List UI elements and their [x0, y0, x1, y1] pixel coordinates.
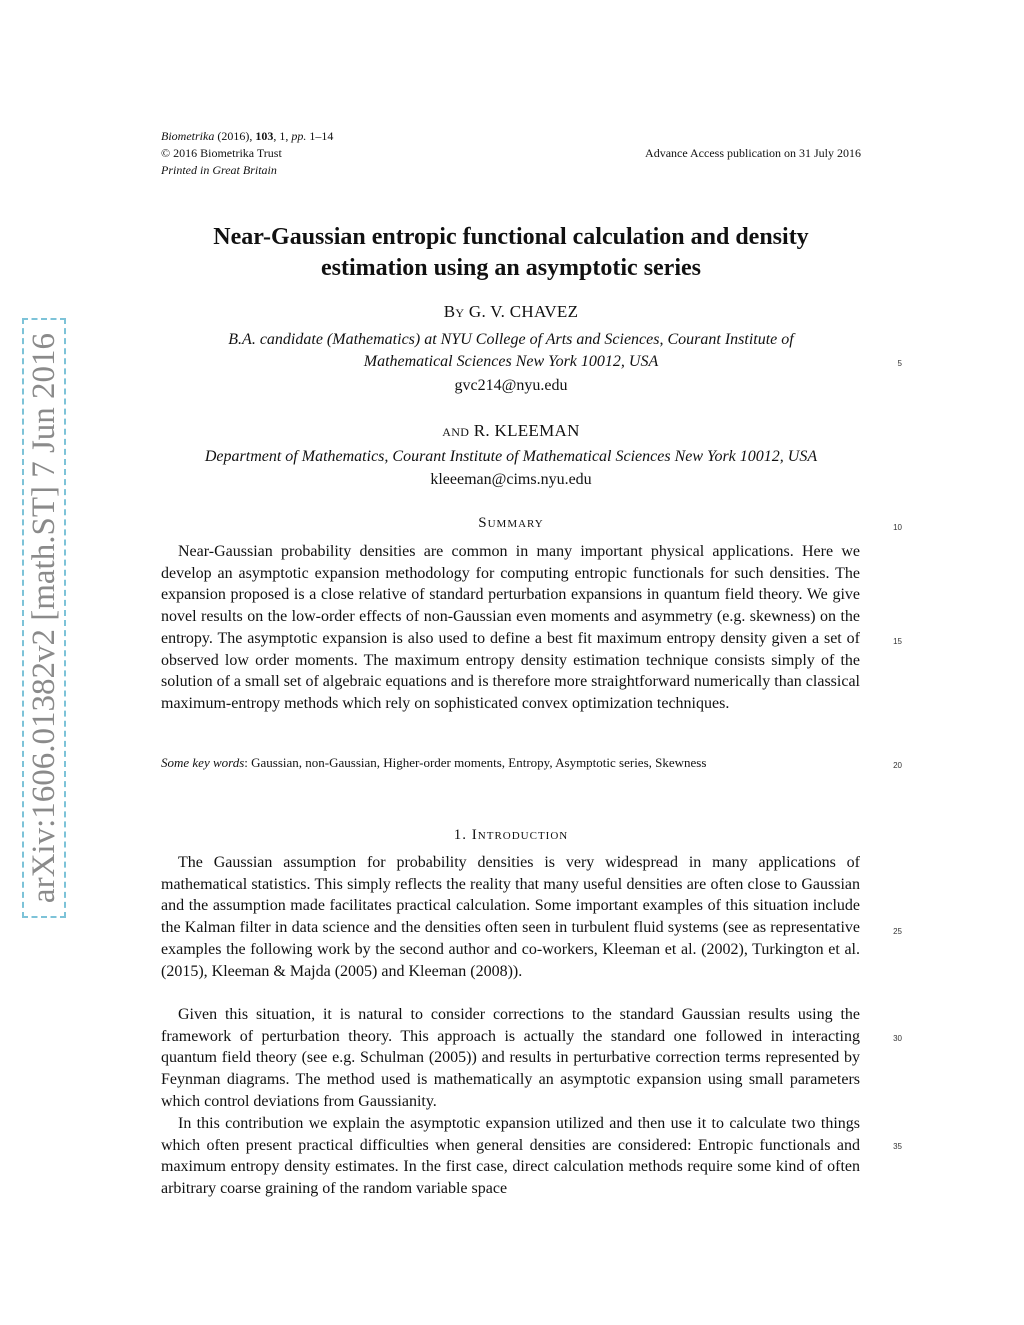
author-2-email: kleeeman@cims.nyu.edu	[430, 471, 592, 488]
keywords-label: Some key words	[161, 755, 245, 770]
author-2-name: R. KLEEMAN	[473, 421, 580, 440]
section-title: Introduction	[471, 827, 569, 843]
author-1-prefix: By	[443, 302, 465, 321]
section-number: 1.	[453, 827, 468, 843]
journal-pages: 1–14	[309, 129, 334, 143]
author-2-affiliation: Department of Mathematics, Courant Institute of Mathematical Sciences New York 10012, USA	[204, 448, 818, 465]
journal-citation	[161, 128, 333, 144]
keywords	[161, 755, 860, 771]
introduction-heading	[161, 827, 861, 844]
line-number: 20	[893, 761, 902, 770]
line-number: 5	[897, 359, 902, 368]
copyright-line: © 2016 Biometrika Trust	[161, 146, 282, 160]
printed-line: Printed in Great Britain	[161, 163, 277, 177]
summary-heading: Summary	[478, 515, 544, 531]
author-2-prefix: and	[442, 421, 470, 440]
line-number: 30	[893, 1034, 902, 1043]
intro-paragraph-3: In this contribution we explain the asymptotic expansion utilized and then use it to calculate two things which often present practical difficulties when general densities are considered: Entropic functionals and maximum entropy density estimates. In the first case, direct calculation methods require some kind of often arbitrary coarse graining of the random variable space	[161, 1115, 860, 1198]
line-number: 35	[893, 1142, 902, 1151]
line-number: 15	[893, 637, 902, 646]
author-1-name: G. V. CHAVEZ	[468, 302, 579, 321]
title-line-2: estimation using an asymptotic series	[321, 255, 701, 281]
keywords-text: : Gaussian, non-Gaussian, Higher-order moments, Entropy, Asymptotic series, Skewness	[244, 755, 707, 770]
journal-issue: , 1,	[273, 129, 289, 143]
affiliation-line: Mathematical Sciences New York 10012, USA	[363, 353, 659, 370]
journal-volume: 103	[255, 129, 274, 143]
author-1-affiliation	[161, 329, 861, 373]
line-number: 25	[893, 927, 902, 936]
author-1-email: gvc214@nyu.edu	[454, 377, 568, 394]
summary-text: Near-Gaussian probability densities are common in many important physical applications. Here we develop an asymptotic expansion methodology for computing entropic functionals for such densities. The expansion proposed is a close relative of standard perturbation expansions in quantum field theory. We give novel results on the low-order effects of non-Gaussian even moments and asymmetry (e.g. skewness) on the entropy. The asymptotic expansion is also used to define a best fit maximum entropy density given a set of observed low order moments. The maximum entropy density estimation technique consists simply of the solution of a small set of algebraic equations and is therefore more straightforward numerically than classical maximum-entropy methods which rely on sophisticated convex optimization techniques.	[161, 543, 860, 712]
intro-paragraph-1: The Gaussian assumption for probability densities is very widespread in many applications of mathematical statistics. This simply reflects the reality that many useful densities are often close to Gaussian and the assumption made facilitates practical calculation. Some important examples of this situation include the Kalman filter in data science and the densities often seen in turbulent fluid systems (see as representative examples the following work by the second author and co-workers, Kleeman et al. (2002), Turkington et al. (2015), Kleeman & Majda (2005) and Kleeman (2008)).	[161, 854, 860, 980]
journal-year: (2016),	[217, 129, 253, 143]
affiliation-line: B.A. candidate (Mathematics) at NYU College of Arts and Sciences, Courant Institute of	[228, 331, 794, 348]
author-1	[161, 302, 861, 322]
intro-paragraph-2: Given this situation, it is natural to consider corrections to the standard Gaussian results using the framework of perturbation theory. This approach is actually the standard one followed in interacting quantum field theory (see e.g. Schulman (2005)) and results in perturbative correction terms represented by Feynman diagrams. The method used is mathematically an asymptotic expansion using small parameters which control deviations from Gaussianity.	[161, 1006, 860, 1110]
arxiv-stamp: arXiv:1606.01382v2 [math.ST] 7 Jun 2016	[26, 332, 62, 904]
paper-title	[161, 222, 861, 284]
line-number: 10	[893, 523, 902, 532]
journal-pp: pp.	[291, 129, 307, 143]
author-2	[161, 421, 861, 441]
advance-access-line: Advance Access publication on 31 July 2016	[645, 146, 861, 160]
journal-name: Biometrika	[161, 129, 215, 143]
title-line-1: Near-Gaussian entropic functional calculation and density	[213, 224, 809, 250]
